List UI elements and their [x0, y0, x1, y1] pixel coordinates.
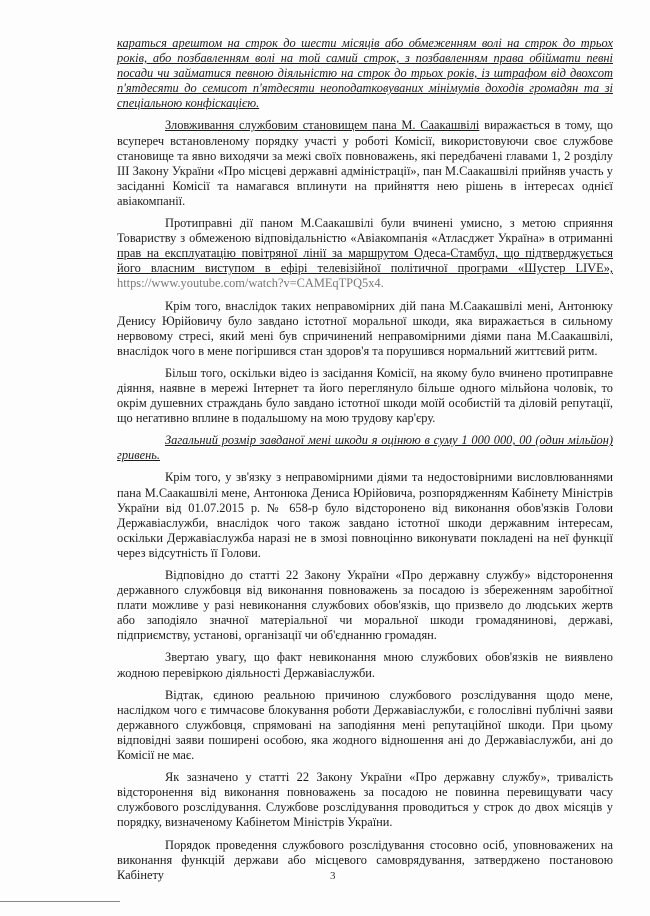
paragraph: [117, 433, 613, 463]
paragraph: [117, 838, 613, 883]
text-run: Відтак, єдиною реальною причиною службового розслідування щодо мене, наслідком чого є тимчасове блокування роботи Державіаслужби, є голослівні публічні заяви державного службовця, спрямовані на заподіяння мені репутаційної шкоди. При цьому відповідні заяви поширені особою, яка жодного відношення ані до Державіаслужби, ані до Комісії не має.: [117, 687, 613, 763]
text-run: караться арештом на строк до шести місяців або обмеженням волі на строк до трьох років, або позбавленням волі на той самий строк, з позбавленням права обіймати певні посади чи займатися певною діяльністю на строк до трьох років, із штрафом від двохсот п'ятдесяти до семисот п'ятдесяти неоподатковуваних мінімумів доходів громадян та зі спеціальною конфіскацією.: [117, 36, 613, 111]
paragraph: [117, 118, 613, 209]
paragraph: [117, 770, 613, 830]
paragraph: [117, 688, 613, 763]
text-run: прав на експлуатацію повітряної лінії за маршрутом Одеса-Стамбул, що підтверджується його власним виступом в ефірі телевізійної політичної програми «Шустер LIVE»,: [117, 246, 613, 276]
url-text[interactable]: https://www.youtube.com/watch?v=CAMEqTPQ5x4.: [117, 276, 384, 291]
paragraph: [117, 299, 613, 359]
page-number: 3: [330, 870, 336, 882]
paragraph: [117, 650, 613, 680]
paragraph: [117, 36, 613, 111]
paragraph: [117, 366, 613, 426]
text-run: Зловживання службовим становищем пана М. Саакашвілі: [165, 118, 480, 133]
text-run: Загальний розмір завданої мені шкоди я оцінюю в суму 1 000 000, 00 (один мільйон) гривень.: [117, 433, 613, 463]
text-run: Порядок проведення службового розслідування стосовно осіб, уповноважених на виконання функцій держави або місцевого самоврядування, затверджено постановою Кабінету: [117, 837, 613, 882]
document-body: [117, 36, 613, 890]
paragraph: [117, 568, 613, 643]
paragraph: [117, 216, 613, 291]
text-run: Крім того, у зв'язку з неправомірними діями та недостовірними висловлюваннями пана М.Саакашвілі мене, Антонюка Дениса Юрійовича, розпорядженням Кабінету Міністрів України від 01.07.2015 р. № 658-р було відсторонено від виконання обов'язків Голови Державіаслужби, внаслідок чого також завдано істотної шкоди державним інтересам, оскільки Державіаслужба наразі не в змозі повноцінно виконувати покладені на неї функції через відсутність її Голови.: [117, 470, 613, 560]
footnote-divider: [0, 901, 120, 902]
text-run: Протиправні дії паном М.Саакашвілі були вчинені умисно, з метою сприяння Товариству з обмеженою відповідальністю «Авіакомпанія «Атласджет Україна» в отриманні: [117, 216, 613, 246]
text-run: Як зазначено у статті 22 Закону України «Про державну службу», тривалість відсторонення від виконання повноважень за посадою не повинна перевищувати часу службового розслідування. Службове розслідування проводиться у строк до двох місяців у порядку, визначеному Кабінетом Міністрів України.: [117, 770, 613, 830]
text-run: виражається в тому, що всупереч встановленому порядку участі у роботі Комісії, використовуючи своє службове становище та явно виходячи за межі своїх повноважень, які передбачені главами 1, 2 розділу ІІІ Закону України «Про місцеві державні адміністрації», пан М.Саакашвілі прийняв участь у засіданні Комісії та намагався вплинути на прийняття нею рішень в інтересах однієї авіакомпанії.: [117, 118, 613, 208]
paragraph: [117, 470, 613, 561]
text-run: Крім того, внаслідок таких неправомірних дій пана М.Саакашвілі мені, Антонюку Денису Юрійовичу було завдано істотної моральної шкоди, яка виражається в сильному нервовому стресі, який мені був спричинений неправомірними діями пана М.Саакашвілі, внаслідок чого в мене погіршився стан здоров'я та порушився нормальний життєвий ритм.: [117, 298, 613, 358]
text-run: Звертаю увагу, що факт невиконання мною службових обов'язків не виявлено жодною перевіркою діяльності Державіаслужби.: [117, 650, 613, 680]
text-run: Відповідно до статті 22 Закону України «Про державну службу» відсторонення державного службовця від виконання повноважень за посадою із збереженням заробітної плати можливе у разі невиконання службових обов'язків, що призвело до людських жертв або заподіяло значної матеріальної чи моральної шкоди громадянинові, державі, підприємству, установі, організації чи об'єднанню громадян.: [117, 568, 613, 643]
text-run: Більш того, оскільки відео із засідання Комісії, на якому було вчинено протиправне діяння, наявне в мережі Інтернет та його переглянуло більше одного мільйона чоловік, то окрім душевних страждань було завдано істотної шкоди моїй особистій та діловій репутації, що негативно вплине в подальшому на мою трудову кар'єру.: [117, 365, 613, 426]
